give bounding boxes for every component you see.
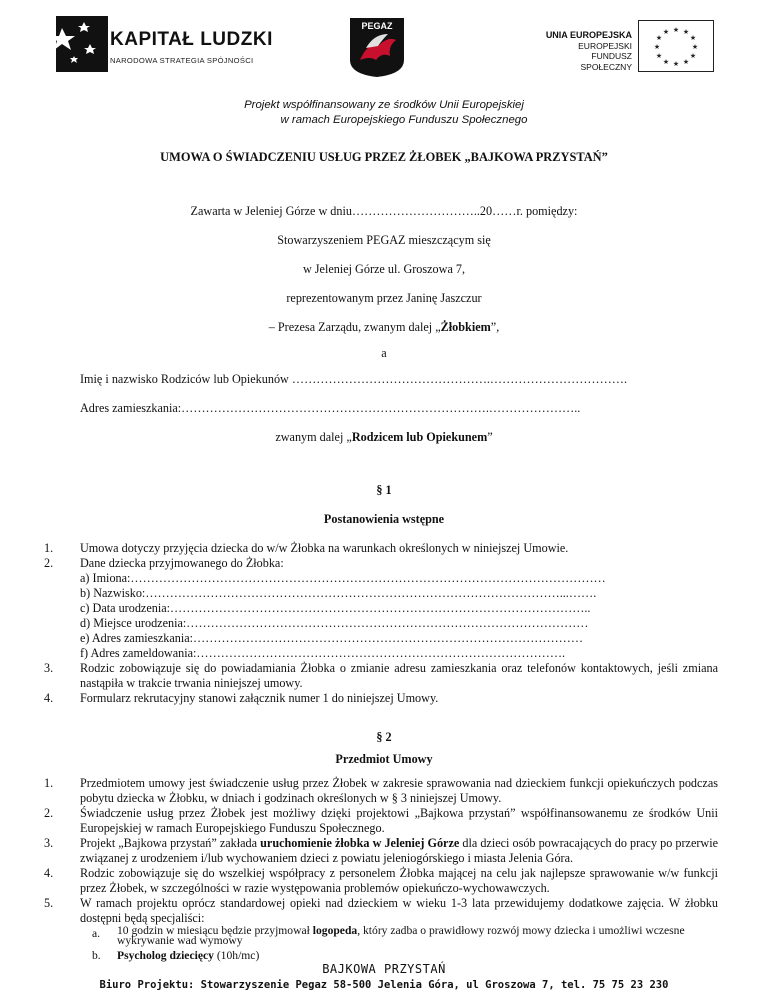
s2-p3 bbox=[80, 836, 718, 866]
projekt-line2: w ramach Europejskiego Funduszu Społecznego bbox=[280, 114, 528, 126]
eu-text bbox=[540, 30, 632, 72]
s1-p3: Rodzic zobowiązuje się do powiadamiania Żłobka o zmianie adresu zamieszkania oraz telefonów kontaktowych, jeśli zmiana nastąpiła w trakcie trwania niniejszej umowy. bbox=[80, 661, 718, 690]
s1-heading: § 1 bbox=[376, 483, 392, 497]
s2-b-bold: Psycholog dziecięcy bbox=[117, 949, 214, 962]
header bbox=[0, 0, 768, 90]
s2-p3-bold: uruchomienie żłobka w Jeleniej Górze bbox=[260, 836, 460, 850]
s2-p4: Rodzic zobowiązuje się do wszelkiej współpracy z personelem Żłobka mającej na celu jak najlepsze sprawowanie w/w funkcji przez Żłobek, w szczególności w razie występowania problemów opiekuńczo-wychowawczych. bbox=[80, 866, 718, 895]
svg-text:★: ★ bbox=[682, 58, 690, 66]
intro-a: a bbox=[381, 346, 387, 360]
s2-num-3: 3. bbox=[44, 836, 54, 850]
svg-text:★: ★ bbox=[691, 43, 699, 51]
intro-prezes bbox=[0, 320, 768, 335]
s1-a: a) Imiona:……………………………………………………………………………………………………… bbox=[80, 571, 606, 585]
s1-d: d) Miejsce urodzenia:……………………………………………………………………………………… bbox=[80, 616, 589, 630]
intro-zwanym-post: ” bbox=[487, 430, 493, 444]
projekt-line1: Projekt współfinansowany ze środków Unii Europejskiej bbox=[244, 99, 524, 111]
s1-p2: Dane dziecka przyjmowanego do Żłobka: bbox=[80, 556, 284, 570]
svg-text:★: ★ bbox=[655, 52, 663, 60]
s2-a-num: a. bbox=[92, 927, 101, 940]
svg-text:★: ★ bbox=[655, 34, 663, 42]
s2-num-2: 2. bbox=[44, 806, 54, 820]
s2-heading: § 2 bbox=[376, 730, 392, 744]
intro-adres: w Jeleniej Górze ul. Groszowa 7, bbox=[302, 262, 466, 276]
s2-b-post: (10h/mc) bbox=[213, 949, 260, 962]
s2-num-4: 4. bbox=[44, 866, 54, 880]
eu-line3: FUNDUSZ SPOŁECZNY bbox=[580, 51, 632, 72]
intro-prezes-pre: – Prezesa Zarządu, zwanym dalej „ bbox=[268, 320, 441, 334]
kapital-ludzki-title: KAPITAŁ LUDZKI bbox=[110, 29, 273, 50]
svg-text:★: ★ bbox=[662, 28, 670, 36]
s2-a-bold: logopeda bbox=[312, 924, 358, 937]
svg-text:★: ★ bbox=[689, 52, 697, 60]
s1-c: c) Data urodzenia:………………………………………………………………………………………….. bbox=[80, 601, 591, 615]
s1-num-3: 3. bbox=[44, 661, 54, 675]
intro-reprezentowanym: reprezentowanym przez Janinę Jaszczur bbox=[286, 291, 482, 305]
s1-num-2: 2. bbox=[44, 556, 54, 570]
s1-f: f) Adres zameldowania:………………………………………………………………………………. bbox=[80, 646, 566, 660]
s1-e: e) Adres zamieszkania:…………………………………………………………………………………… bbox=[80, 631, 584, 645]
s1-title: Postanowienia wstępne bbox=[323, 512, 445, 526]
eu-flag-icon bbox=[638, 20, 714, 72]
s1-num-4: 4. bbox=[44, 691, 54, 705]
s1-p4: Formularz rekrutacyjny stanowi załącznik numer 1 do niniejszej Umowy. bbox=[80, 691, 439, 705]
s2-a-pre: 10 godzin w miesiącu będzie przyjmował bbox=[117, 924, 313, 937]
s1-num-1: 1. bbox=[44, 541, 54, 555]
s2-p1: Przedmiotem umowy jest świadczenie usług przez Żłobek w zakresie sprawowania nad dzieckiem funkcji opiekuńczych podczas pobytu dziecka w Żłobku, w dniach i godzinach określonych w § 3 niniejszej Umowy. bbox=[80, 776, 718, 805]
pegaz-logo-text: PEGAZ bbox=[361, 21, 393, 31]
s2-num-1: 1. bbox=[44, 776, 54, 790]
eu-line2: EUROPEJSKI bbox=[578, 40, 632, 51]
s2-p3-pre: Projekt „Bajkowa przystań” zakłada bbox=[80, 836, 261, 850]
svg-text:★: ★ bbox=[689, 34, 697, 42]
s1-p1: Umowa dotyczy przyjęcia dziecka do w/w Żłobka na warunkach określonych w niniejszej Umowie. bbox=[80, 541, 569, 555]
svg-text:★: ★ bbox=[672, 26, 680, 34]
s2-b-text bbox=[117, 948, 718, 963]
svg-text:★: ★ bbox=[682, 28, 690, 36]
s2-a-text bbox=[117, 926, 718, 946]
intro-prezes-post: ”, bbox=[490, 320, 500, 334]
footer-title: BAJKOWA PRZYSTAŃ bbox=[322, 962, 446, 976]
intro-zawarta: Zawarta w Jeleniej Górze w dniu…………………………..20……r. pomiędzy: bbox=[190, 204, 578, 218]
intro-zwanym-bold: Rodzicem lub Opiekunem bbox=[351, 430, 488, 444]
s2-title: Przedmiot Umowy bbox=[335, 752, 433, 766]
intro-prezes-bold: Żłobkiem bbox=[440, 320, 491, 334]
svg-text:★: ★ bbox=[672, 60, 680, 68]
eu-line1: UNIA EUROPEJSKA bbox=[545, 30, 632, 40]
s2-p5: W ramach projektu oprócz standardowej opieki nad dzieckiem w wieku 1-3 lata przewidujemy dodatkowe zajęcia. W żłobku dostępni będą specjaliści: bbox=[80, 896, 718, 925]
s1-b: b) Nazwisko:…………………………………………………………………………………………...……. bbox=[80, 586, 597, 600]
svg-text:★: ★ bbox=[653, 43, 661, 51]
intro-adres-zamieszkania: Adres zamieszkania:………………………………………………………………….………………….. bbox=[80, 401, 581, 415]
footer-address: Biuro Projektu: Stowarzyszenie Pegaz 58-500 Jelenia Góra, ul Groszowa 7, tel. 75 75 23 230 bbox=[99, 979, 669, 991]
s2-p3-post: dla dzieci osób powracających do pracy po przerwie związanej z urodzeniem i/lub wychowaniem dzieci z powiatu jeleniogórskiego i miasta Jelenia Góra. bbox=[80, 836, 719, 865]
intro-zwanym bbox=[0, 430, 768, 445]
s2-num-5: 5. bbox=[44, 896, 54, 910]
intro-zwanym-pre: zwanym dalej „ bbox=[275, 430, 352, 444]
s2-b-num: b. bbox=[92, 949, 101, 962]
intro-imie: Imię i nazwisko Rodziców lub Opiekunów ………………………………………….……………………………. bbox=[80, 372, 628, 386]
intro-stowarzyszenie: Stowarzyszeniem PEGAZ mieszczącym się bbox=[277, 233, 491, 247]
svg-text:★: ★ bbox=[662, 58, 670, 66]
kapital-ludzki-subtitle: NARODOWA STRATEGIA SPÓJNOŚCI bbox=[110, 56, 254, 65]
s2-p2: Świadczenie usług przez Żłobek jest możliwy dzięki projektowi „Bajkowa przystań” współfinansowanemu ze środków Unii Europejskiej w ramach Europejskiego Funduszu Społecznego. bbox=[80, 806, 718, 835]
s2-a-post: , który zadba o prawidłowy rozwój mowy dziecka i umożliwi wczesne wykrywanie wad wymowy bbox=[117, 924, 685, 947]
document-title: UMOWA O ŚWIADCZENIU USŁUG PRZEZ ŻŁOBEK „BAJKOWA PRZYSTAŃ” bbox=[160, 150, 608, 164]
